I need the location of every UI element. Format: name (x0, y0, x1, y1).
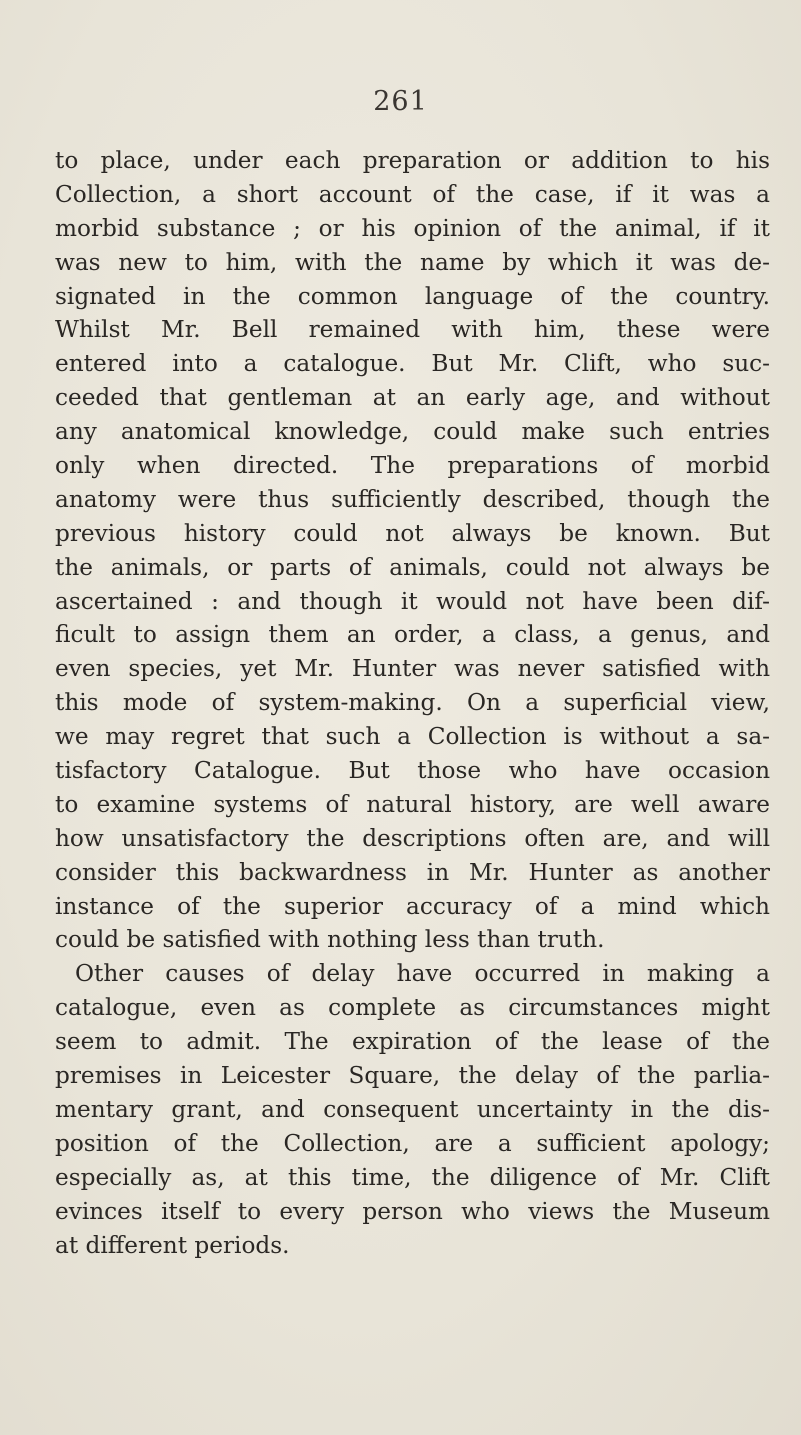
text-line: any anatomical knowledge, could make such entries (55, 418, 770, 446)
paragraph-1 (55, 144, 770, 957)
text-line: was new to him, with the name by which it was de- (55, 248, 770, 276)
text-line: Collection, a short account of the case, if it was a (55, 180, 770, 208)
text-line: anatomy were thus sufficiently described, though the (55, 485, 770, 513)
text-line: could be satisfied with nothing less than truth. (55, 926, 605, 954)
text-line: how unsatisfactory the descriptions often are, and will (55, 824, 770, 852)
text-line: catalogue, even as complete as circumstances might (55, 994, 770, 1022)
text-line: morbid substance ; or his opinion of the animal, if it (55, 214, 770, 242)
text-line: even species, yet Mr. Hunter was never satisfied with (55, 655, 770, 683)
text-line: especially as, at this time, the diligence of Mr. Clift (55, 1163, 770, 1191)
text-line: mentary grant, and consequent uncertainty in the dis- (55, 1095, 770, 1123)
text-line: ceeded that gentleman at an early age, and without (55, 384, 770, 412)
text-line: seem to admit. The expiration of the lease of the (55, 1028, 770, 1056)
text-line: evinces itself to every person who views the Museum (55, 1197, 770, 1225)
text-line: instance of the superior accuracy of a mind which (55, 892, 770, 920)
text-line: only when directed. The preparations of morbid (55, 452, 770, 480)
text-line: entered into a catalogue. But Mr. Clift, who suc- (55, 350, 770, 378)
text-line: consider this backwardness in Mr. Hunter as another (55, 858, 770, 886)
paragraph-2 (55, 957, 770, 1262)
text-line: ficult to assign them an order, a class, a genus, and (55, 621, 770, 649)
text-line: Other causes of delay have occurred in making a (75, 960, 770, 988)
text-line: the animals, or parts of animals, could not always be (55, 553, 770, 581)
text-line: this mode of system-making. On a superficial view, (55, 689, 770, 717)
page-number: 261 (373, 86, 428, 117)
text-line: at different periods. (55, 1231, 290, 1259)
text-line: signated in the common language of the country. (55, 282, 770, 310)
text-line: we may regret that such a Collection is without a sa- (55, 723, 770, 751)
text-line: position of the Collection, are a sufficient apology; (55, 1129, 770, 1157)
text-line: ascertained : and though it would not have been dif- (55, 587, 770, 615)
text-line: Whilst Mr. Bell remained with him, these were (55, 316, 770, 344)
text-line: to examine systems of natural history, are well aware (55, 790, 770, 818)
text-line: previous history could not always be known. But (55, 519, 770, 547)
text-line: premises in Leicester Square, the delay of the parlia- (55, 1062, 770, 1090)
text-line: tisfactory Catalogue. But those who have occasion (55, 757, 770, 785)
text-line: to place, under each preparation or addition to his (55, 147, 770, 174)
body-text (55, 144, 770, 1262)
